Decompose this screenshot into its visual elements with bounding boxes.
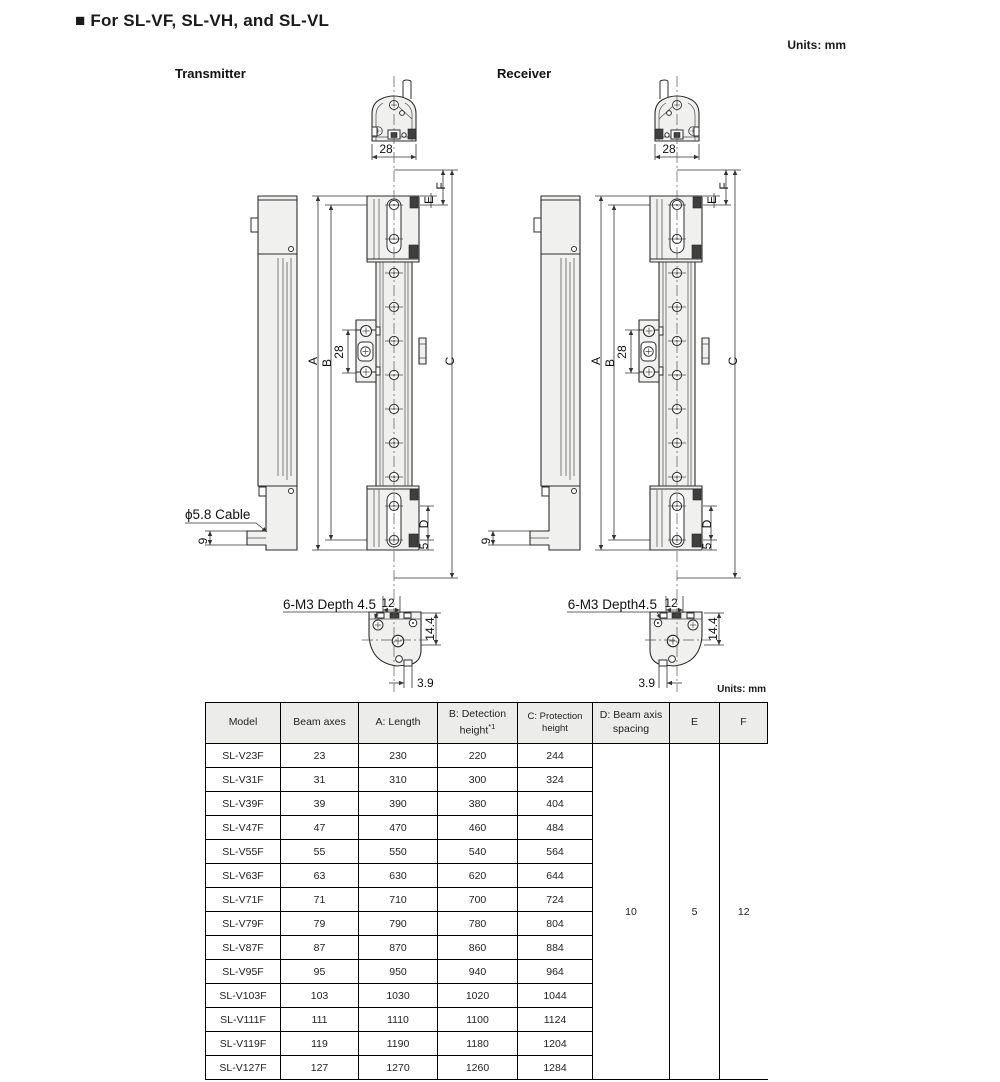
cell-detection-height: 460 xyxy=(438,816,518,840)
cell-detection-height: 1180 xyxy=(438,1032,518,1056)
cell-length: 230 xyxy=(359,744,438,768)
cell-beam-axes: 127 xyxy=(281,1056,359,1080)
cell-protection-height: 724 xyxy=(518,888,593,912)
cell-beam-axes: 39 xyxy=(281,792,359,816)
dim-a: A xyxy=(589,356,603,366)
transmitter-front-view xyxy=(356,196,426,550)
cell-model: SL-V111F xyxy=(206,1008,281,1032)
dim-cable-height: 9 xyxy=(479,537,493,545)
dim-hole-pitch: 12 xyxy=(664,596,678,610)
dim-bottom-e: 5 xyxy=(417,542,431,550)
cell-length: 1190 xyxy=(359,1032,438,1056)
cell-protection-height: 404 xyxy=(518,792,593,816)
transmitter-m3-leader xyxy=(283,612,377,619)
cell-length: 1110 xyxy=(359,1008,438,1032)
cell-beam-axes: 111 xyxy=(281,1008,359,1032)
cell-protection-height: 244 xyxy=(518,744,593,768)
cell-model: SL-V31F xyxy=(206,768,281,792)
cell-protection-height: 804 xyxy=(518,912,593,936)
cell-length: 630 xyxy=(359,864,438,888)
cell-beam-axes: 87 xyxy=(281,936,359,960)
dim-cable-height: 9 xyxy=(196,537,210,545)
cell-model: SL-V87F xyxy=(206,936,281,960)
cell-protection-height: 964 xyxy=(518,960,593,984)
cell-length: 390 xyxy=(359,792,438,816)
cable-label: ϕ5.8 Cable xyxy=(185,507,251,522)
cell-detection-height: 220 xyxy=(438,744,518,768)
dim-e: E xyxy=(705,195,719,205)
cell-model: SL-V103F xyxy=(206,984,281,1008)
m3-label: 6-M3 Depth4.5 xyxy=(567,597,657,612)
dim-a: A xyxy=(306,356,320,366)
cell-protection-height: 1284 xyxy=(518,1056,593,1080)
receiver-side-view xyxy=(530,196,580,550)
cell-protection-height: 644 xyxy=(518,864,593,888)
cell-beam-axes: 47 xyxy=(281,816,359,840)
cell-protection-height: 324 xyxy=(518,768,593,792)
cell-beam-axes: 23 xyxy=(281,744,359,768)
cell-model: SL-V127F xyxy=(206,1056,281,1080)
receiver-front-view xyxy=(639,196,709,550)
header-beam-axes: Beam axes xyxy=(281,703,359,744)
cell-model: SL-V95F xyxy=(206,960,281,984)
cell-beam-axes: 79 xyxy=(281,912,359,936)
dim-c: C xyxy=(726,356,740,366)
header-f: F xyxy=(720,703,768,744)
receiver-label: Receiver xyxy=(497,66,552,81)
dim-bracket-pitch: 28 xyxy=(615,345,629,359)
cell-length: 710 xyxy=(359,888,438,912)
dim-top-width: 28 xyxy=(662,142,676,156)
cell-detection-height: 380 xyxy=(438,792,518,816)
cell-length: 790 xyxy=(359,912,438,936)
header-protection-height: C: Protection height xyxy=(518,703,593,744)
merged-cell-e: 5 xyxy=(670,744,720,1080)
dim-offset: 3.9 xyxy=(638,676,655,690)
cell-detection-height: 1020 xyxy=(438,984,518,1008)
cell-model: SL-V23F xyxy=(206,744,281,768)
header-detection-height: B: Detection height$^{*1}$ xyxy=(438,703,518,744)
cell-detection-height: 700 xyxy=(438,888,518,912)
table-row xyxy=(206,744,768,768)
cell-protection-height: 1124 xyxy=(518,1008,593,1032)
cell-protection-height: 564 xyxy=(518,840,593,864)
cell-protection-height: 484 xyxy=(518,816,593,840)
cell-beam-axes: 103 xyxy=(281,984,359,1008)
header-length: A: Length xyxy=(359,703,438,744)
table-body xyxy=(206,744,768,1080)
transmitter-drawing xyxy=(175,66,458,692)
cell-beam-axes: 71 xyxy=(281,888,359,912)
transmitter-side-view xyxy=(247,196,297,550)
units-label-top: Units: mm xyxy=(787,38,846,52)
dim-f: F xyxy=(717,182,731,190)
m3-label: 6-M3 Depth 4.5 xyxy=(283,597,377,612)
cell-length: 950 xyxy=(359,960,438,984)
cell-model: SL-V55F xyxy=(206,840,281,864)
merged-cell-d-spacing: 10 xyxy=(593,744,670,1080)
cell-beam-axes: 95 xyxy=(281,960,359,984)
dim-d: D xyxy=(700,519,714,529)
header-model: Model xyxy=(206,703,281,744)
cell-detection-height: 780 xyxy=(438,912,518,936)
cell-model: SL-V79F xyxy=(206,912,281,936)
page-title: ■ For SL-VF, SL-VH, and SL-VL xyxy=(75,11,330,30)
dim-offset: 3.9 xyxy=(417,676,434,690)
table-header xyxy=(206,703,768,744)
cell-detection-height: 1260 xyxy=(438,1056,518,1080)
dim-b: B xyxy=(603,358,617,368)
cell-protection-height: 884 xyxy=(518,936,593,960)
cell-model: SL-V71F xyxy=(206,888,281,912)
cell-model: SL-V39F xyxy=(206,792,281,816)
cell-model: SL-V63F xyxy=(206,864,281,888)
units-label-table: Units: mm xyxy=(717,684,766,695)
cell-length: 470 xyxy=(359,816,438,840)
dim-f: F xyxy=(434,182,448,190)
receiver-m3-leader xyxy=(567,612,661,619)
cell-beam-axes: 119 xyxy=(281,1032,359,1056)
dim-d: D xyxy=(417,519,431,529)
cell-beam-axes: 63 xyxy=(281,864,359,888)
cell-protection-height: 1204 xyxy=(518,1032,593,1056)
cell-detection-height: 940 xyxy=(438,960,518,984)
dim-e: E xyxy=(422,195,436,205)
cell-model: SL-V47F xyxy=(206,816,281,840)
cell-protection-height: 1044 xyxy=(518,984,593,1008)
dim-hole-pitch: 12 xyxy=(381,596,395,610)
cell-length: 310 xyxy=(359,768,438,792)
cell-detection-height: 860 xyxy=(438,936,518,960)
cell-beam-axes: 31 xyxy=(281,768,359,792)
dim-bottom-e: 5 xyxy=(700,542,714,550)
cell-detection-height: 1100 xyxy=(438,1008,518,1032)
dim-end-depth: 14.4 xyxy=(706,617,720,641)
merged-cell-f: 12 xyxy=(720,744,768,1080)
dim-end-depth: 14.4 xyxy=(423,617,437,641)
dim-top-width: 28 xyxy=(379,142,393,156)
dim-c: C xyxy=(443,356,457,366)
cell-model: SL-V119F xyxy=(206,1032,281,1056)
cell-length: 1030 xyxy=(359,984,438,1008)
header-e: E xyxy=(670,703,720,744)
cell-detection-height: 620 xyxy=(438,864,518,888)
cell-length: 1270 xyxy=(359,1056,438,1080)
dim-b: B xyxy=(320,358,334,368)
header-beam-spacing: D: Beam axis spacing xyxy=(593,703,670,744)
transmitter-label: Transmitter xyxy=(175,66,246,81)
transmitter-bottom-view xyxy=(369,612,421,666)
footnote-marker: *1 xyxy=(488,721,496,731)
receiver-bottom-view xyxy=(650,612,702,666)
cell-beam-axes: 55 xyxy=(281,840,359,864)
cell-detection-height: 540 xyxy=(438,840,518,864)
cell-detection-height: 300 xyxy=(438,768,518,792)
cell-length: 550 xyxy=(359,840,438,864)
cell-length: 870 xyxy=(359,936,438,960)
dimension-table xyxy=(205,702,768,1080)
dim-bracket-pitch: 28 xyxy=(332,345,346,359)
receiver-drawing xyxy=(479,66,741,692)
